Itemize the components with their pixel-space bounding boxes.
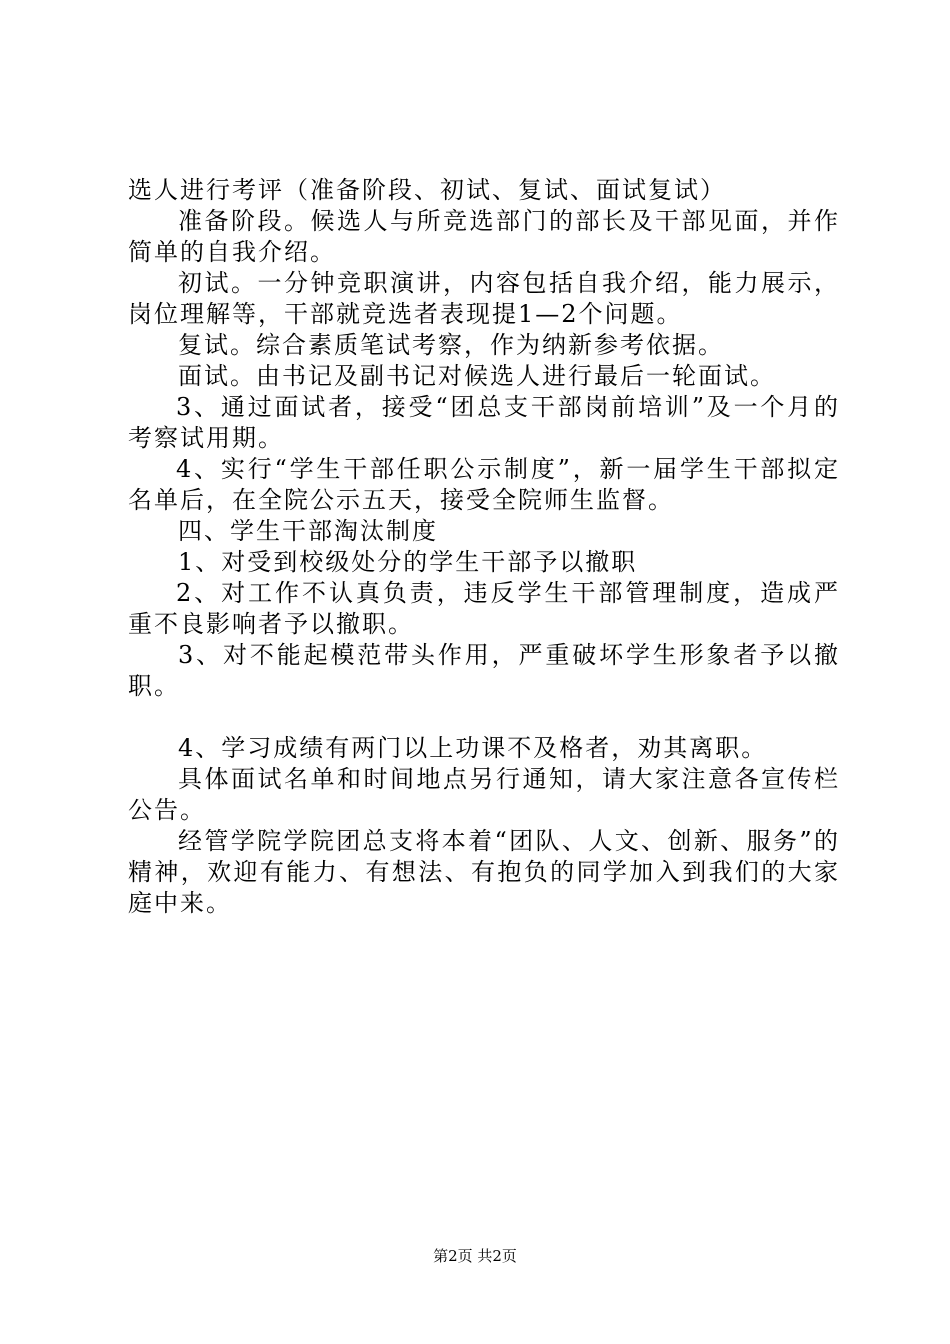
document-body [128, 175, 840, 919]
paragraph-second-round: 复试。综合素质笔试考察，作为纳新参考依据。 [178, 331, 724, 359]
page-number-footer: 第2页 共2页 [433, 1247, 517, 1265]
paragraph-preparation-stage: 准备阶段。候选人与所竞选部门的部长及干部见面，并作简单的自我介绍。 [128, 207, 840, 266]
paragraph-item-3-training: 3、通过面试者，接受“团总支干部岗前培训”及一个月的考察试用期。 [128, 393, 840, 452]
paragraph-elimination-4: 4、学习成绩有两门以上功课不及格者，劝其离职。 [178, 734, 768, 762]
paragraph-evaluation-stages: 选人进行考评（准备阶段、初试、复试、面试复试） [128, 176, 726, 204]
paragraph-notice: 具体面试名单和时间地点另行通知，请大家注意各宣传栏公告。 [128, 765, 840, 824]
paragraph-closing: 经管学院学院团总支将本着“团队、人文、创新、服务”的精神，欢迎有能力、有想法、有抱负的同学加入到我们的大家庭中来。 [128, 827, 840, 917]
paragraph-elimination-2: 2、对工作不认真负责，违反学生干部管理制度，造成严重不良影响者予以撤职。 [128, 579, 840, 638]
paragraph-interview: 面试。由书记及副书记对候选人进行最后一轮面试。 [178, 362, 776, 390]
paragraph-elimination-1: 1、对受到校级处分的学生干部予以撤职 [178, 548, 638, 576]
paragraph-first-round: 初试。一分钟竞职演讲，内容包括自我介绍，能力展示，岗位理解等，干部就竞选者表现提1—2个问题。 [128, 269, 840, 328]
paragraph-item-4-publicity: 4、实行“学生干部任职公示制度”，新一届学生干部拟定名单后，在全院公示五天，接受全院师生监督。 [128, 455, 840, 514]
section-heading-elimination: 四、学生干部淘汰制度 [178, 517, 438, 545]
paragraph-elimination-3: 3、对不能起模范带头作用，严重破坏学生形象者予以撤职。 [128, 641, 840, 700]
